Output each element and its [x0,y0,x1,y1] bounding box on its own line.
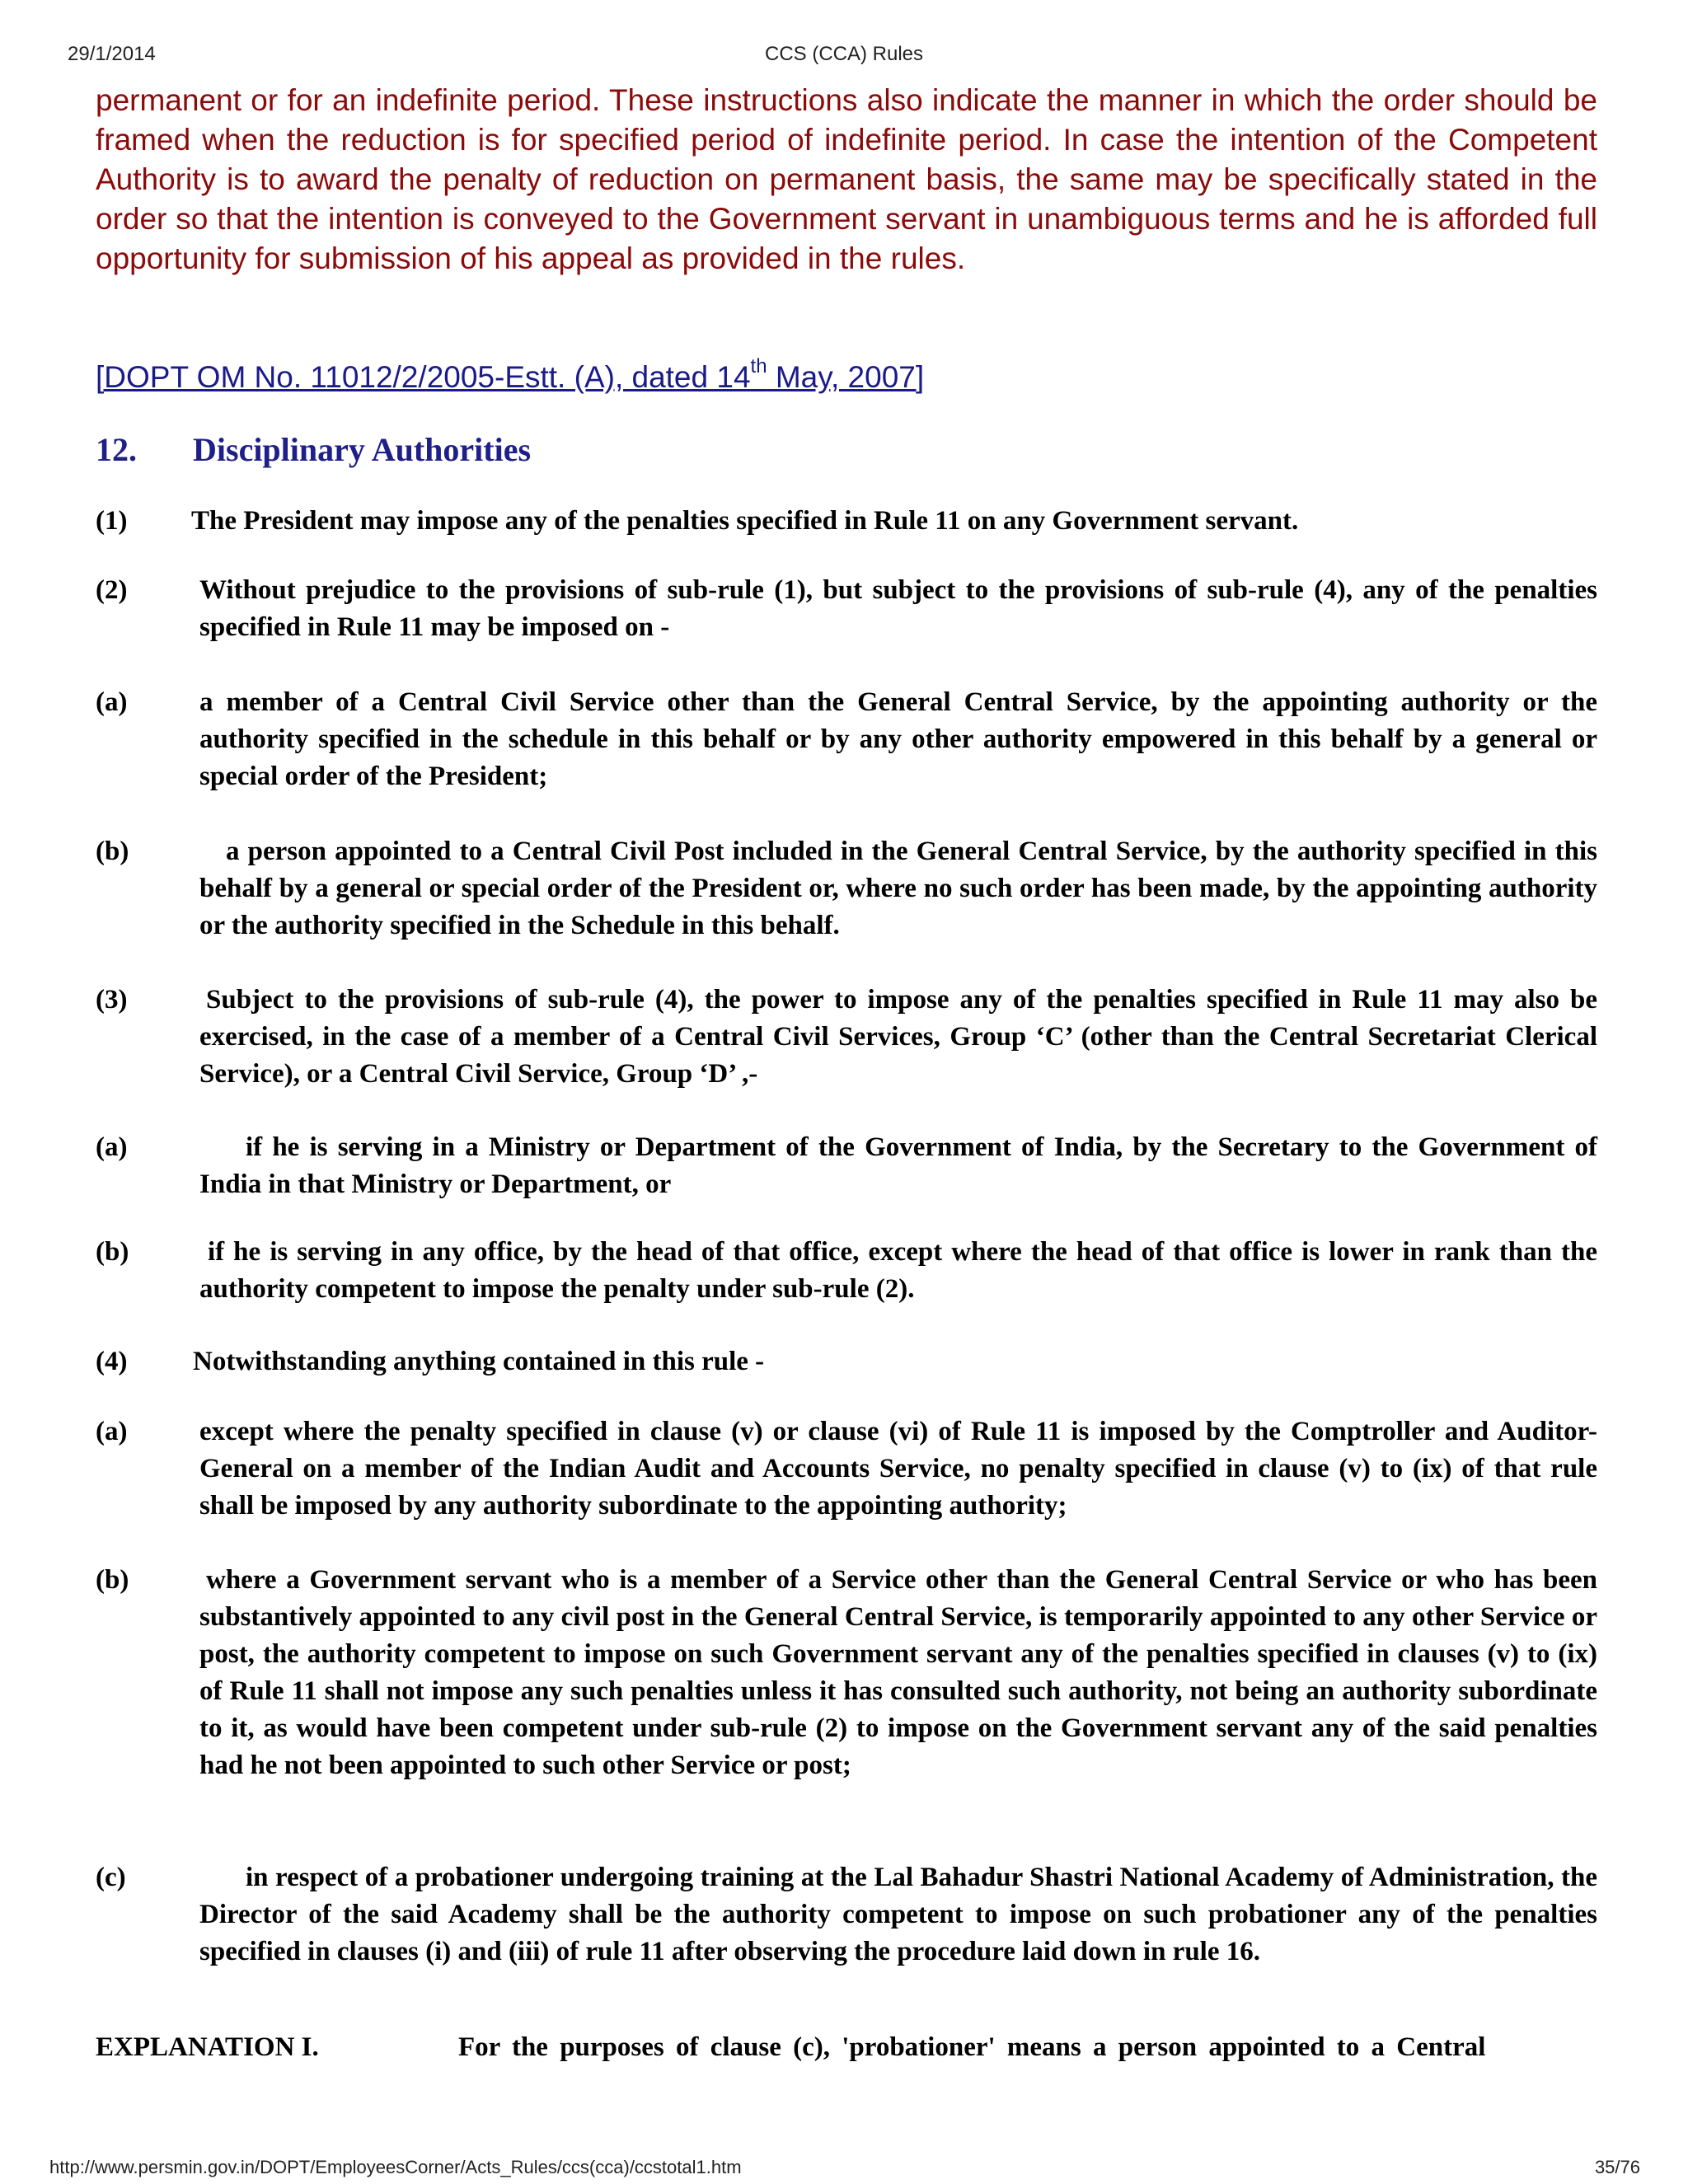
intro-paragraph: permanent or for an indefinite period. These instructions also indicate the manner in which the order should be framed when the reduction is for specified period of indefinite period. In case the intention of the Competent Authority is to award the penalty of reduction on permanent basis, the same may be specifically stated in the order so that the intention is conveyed to the Government servant in unambiguous terms and he is afforded full opportunity for submission of his appeal as provided in the rules. [96,83,1597,275]
item-label: (b) [96,1565,129,1595]
item-text: The President may impose any of the penalties specified in Rule 11 on any Government servant. [191,506,1299,536]
item-text: in respect of a probationer undergoing training at the Lal Bahadur Shastri National Academy of Administration, the Director of the said Academy shall be the authority competent to impose on such probationer any of the penalties specified in clauses (i) and (iii) of rule 11 after observing the procedure laid down in rule 16. [199,1863,1597,1966]
reference-text: [DOPT OM No. 11012/2/2005-Estt. (A), dated 14 [96,360,751,394]
item-label: (a) [96,687,128,717]
reference-text-end: May, 2007] [767,360,925,394]
item-label: (3) [96,985,128,1015]
item-label: (2) [96,575,128,605]
item-text: Notwithstanding anything contained in this rule - [193,1347,765,1376]
item-label: (a) [96,1417,128,1446]
item-text: a member of a Central Civil Service other than the General Central Service, by the appointing authority or the authority specified in the schedule in this behalf or by any other authority empowered in this behalf by a general or special order of the President; [199,687,1597,791]
explanation-label: EXPLANATION I. [96,2032,319,2062]
item-text: a person appointed to a Central Civil Post included in the General Central Service, by the authority specified in this behalf by a general or special order of the President or, where no such order has been made, by the appointing authority or the authority specified in the Schedule in this behalf. [199,837,1597,940]
section-title: Disciplinary Authorities [193,431,532,468]
item-label: (b) [96,837,129,866]
section-heading [96,430,531,469]
item-label: (b) [96,1237,129,1267]
item-label: (a) [96,1132,128,1162]
footer-page-number: 35/76 [1594,2157,1640,2177]
item-text: if he is serving in a Ministry or Department of the Government of India, by the Secretary to the Government of India in that Ministry or Department, or [199,1132,1597,1199]
item-label: (c) [96,1863,126,1892]
dopt-reference-link[interactable] [96,355,925,397]
item-text: if he is serving in any office, by the head of that office, except where the head of that office is lower in rank than the authority competent to impose the penalty under sub-rule (2). [199,1237,1597,1304]
footer-url: http://www.persmin.gov.in/DOPT/EmployeesCorner/Acts_Rules/ccs(cca)/ccstotal1.htm [49,2157,742,2177]
item-label: (1) [96,506,128,536]
item-label: (4) [96,1347,128,1376]
item-text: where a Government servant who is a member of a Service other than the General Central Service or who has been substantively appointed to any civil post in the General Central Service, is temporarily appointed to any other Service or post, the authority competent to impose on such Government servant any of the penalties specified in clauses (v) to (ix) of Rule 11 shall not impose any such penalties unless it has consulted such authority, not being an authority subordinate to it, as would have been competent under sub-rule (2) to impose on the Government servant any of the said penalties had he not been appointed to such other Service or post; [199,1565,1597,1780]
item-text: except where the penalty specified in clause (v) or clause (vi) of Rule 11 is imposed by the Comptroller and Auditor-General on a member of the Indian Audit and Accounts Service, no penalty specified in clause (v) to (ix) of that rule shall be imposed by any authority subordinate to the appointing authority; [199,1417,1597,1521]
reference-superscript: th [750,355,767,377]
explanation-text: For the purposes of clause (c), 'probationer' means a person appointed to a Central [458,2032,1486,2062]
item-text: Subject to the provisions of sub-rule (4), the power to impose any of the penalties specified in Rule 11 may also be exercised, in the case of a member of a Central Civil Services, Group ‘C’ (other than the Central Secretariat Clerical Service), or a Central Civil Service, Group ‘D’ ,- [199,985,1597,1089]
header-title: CCS (CCA) Rules [764,43,924,65]
section-number: 12. [96,431,137,468]
item-text: Without prejudice to the provisions of sub-rule (1), but subject to the provisions of sub-rule (4), any of the penalties specified in Rule 11 may be imposed on - [199,575,1597,642]
header-date: 29/1/2014 [68,43,156,65]
